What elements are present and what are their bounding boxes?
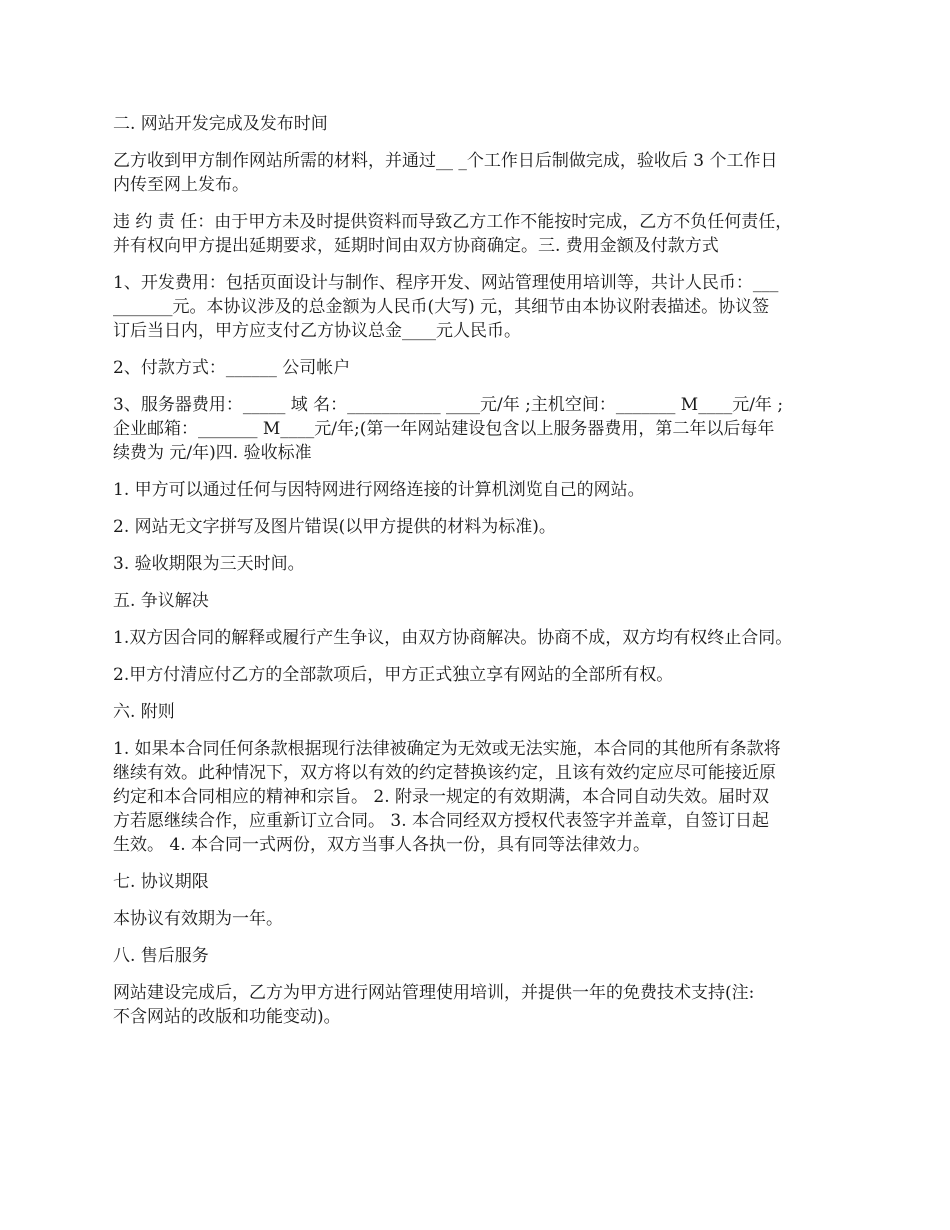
document-paragraph (113, 478, 853, 502)
document-paragraph (113, 112, 853, 136)
paragraph-line: 续费为 元/年)四. 验收标准 (113, 443, 312, 463)
document-paragraph (113, 944, 853, 968)
paragraph-line: 七. 协议期限 (113, 872, 209, 892)
document-body (113, 112, 853, 1029)
paragraph-line: 不含网站的改版和功能变动)。 (113, 1007, 341, 1027)
paragraph-line: 内传至网上发布。 (113, 175, 249, 195)
paragraph-line: 生效。 4. 本合同一式两份，双方当事人各执一份，具有同等法律效力。 (113, 835, 651, 855)
paragraph-line: 2.甲方付清应付乙方的全部款项后，甲方正式独立享有网站的全部所有权。 (113, 665, 674, 685)
document-paragraph (113, 907, 853, 931)
paragraph-line: 2. 网站无文字拼写及图片错误(以甲方提供的材料为标准)。 (113, 517, 556, 537)
paragraph-line: 六. 附则 (113, 702, 175, 722)
document-paragraph (113, 870, 853, 894)
paragraph-line: 订后当日内，甲方应支付乙方协议总金____元人民币。 (113, 321, 521, 341)
document-paragraph (113, 393, 853, 465)
paragraph-line: 3. 验收期限为三天时间。 (113, 554, 305, 574)
document-paragraph (113, 552, 853, 576)
paragraph-line: 本协议有效期为一年。 (113, 909, 283, 929)
paragraph-line: 乙方收到甲方制作网站所需的材料，并通过__ _个工作日后制做完成，验收后 3 个工作日 (113, 151, 778, 171)
paragraph-line: 3、服务器费用：_____ 域 名：___________ ____元/年 ;主机空间：_______ M____元/年 ; (113, 395, 784, 415)
document-paragraph (113, 663, 853, 687)
document-paragraph (113, 589, 853, 613)
paragraph-line: 继续有效。此种情况下，双方将以有效的约定替换该约定，且该有效约定应尽可能接近原 (113, 763, 776, 783)
paragraph-line: 八. 售后服务 (113, 946, 209, 966)
paragraph-line: 违 约 责 任：由于甲方未及时提供资料而导致乙方工作不能按时完成，乙方不负任何责任， (113, 212, 793, 232)
paragraph-line: 二. 网站开发完成及发布时间 (113, 114, 328, 134)
paragraph-line: 并有权向甲方提出延期要求，延期时间由双方协商确定。三. 费用金额及付款方式 (113, 236, 719, 256)
document-paragraph (113, 149, 853, 197)
document-paragraph (113, 737, 853, 857)
paragraph-line: 约定和本合同相应的精神和宗旨。 2. 附录一规定的有效期满，本合同自动失效。届时双 (113, 787, 770, 807)
document-paragraph (113, 981, 853, 1029)
paragraph-line: 1. 如果本合同任何条款根据现行法律被确定为无效或无法实施，本合同的其他所有条款将 (113, 739, 781, 759)
paragraph-line: 五. 争议解决 (113, 591, 209, 611)
paragraph-line: 1、开发费用：包括页面设计与制作、程序开发、网站管理使用培训等，共计人民币：___ (113, 273, 779, 293)
paragraph-line: 企业邮箱：_______ M____元/年;(第一年网站建设包含以上服务器费用，第二年以后每年 (113, 419, 775, 439)
document-paragraph (113, 626, 853, 650)
document-paragraph (113, 356, 853, 380)
paragraph-line: 1. 甲方可以通过任何与因特网进行网络连接的计算机浏览自己的网站。 (113, 480, 645, 500)
paragraph-line: 网站建设完成后，乙方为甲方进行网站管理使用培训，并提供一年的免费技术支持(注: (113, 983, 755, 1003)
paragraph-line: 方若愿继续合作，应重新订立合同。 3. 本合同经双方授权代表签字并盖章，自签订日起 (113, 811, 770, 831)
document-page (113, 112, 853, 1042)
document-paragraph (113, 210, 853, 258)
document-paragraph (113, 515, 853, 539)
document-paragraph (113, 271, 853, 343)
document-paragraph (113, 700, 853, 724)
paragraph-line: 2、付款方式：______ 公司帐户 (113, 358, 351, 378)
paragraph-line: _______元。本协议涉及的总金额为人民币(大写) 元，其细节由本协议附表描述。协议签 (113, 297, 770, 317)
paragraph-line: 1.双方因合同的解释或履行产生争议，由双方协商解决。协商不成，双方均有权终止合同。 (113, 628, 793, 648)
